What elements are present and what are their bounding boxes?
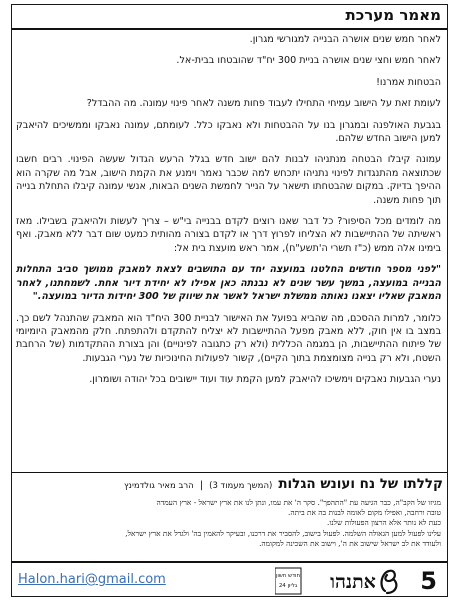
section-divider	[12, 472, 447, 473]
svg-text:גליון 24: גליון 24	[278, 583, 298, 589]
article-paragraph: לעומת זאת על הישוב עמיחי התחילו לעבוד פחות משנה לאחר פינוי עמונה. מה ההבדל?	[86, 98, 441, 110]
column-line: עלינו לפעול למען הגאולה השלמה. לפעול בישוב, להסביר את דרכנו, ובעיקר להאמין בה' ולגדל את ארץ ישראל,	[125, 528, 441, 538]
publication-logo	[275, 565, 405, 597]
column-continuation-note: (המשך מעמוד 3)	[209, 481, 273, 491]
article-paragraph: עמונה קיבלו הבטחה מנתניהו לבנות להם ישוב חדש בגלל הרעש הגדול שעשה הפינוי. רבים חשבו שכתוצאה מהתנגדות לפינוי נתניהו יתכחש למה שכבר נאמר וימנע את הקמת הישוב, אבל מה שקרה הוא ההיפך בדיוק. במקום שהבטחתו תישאר על הנייר לחמשת השנים הבאות, אנשי עמונה קיבלו התחלת בנייה תוך פחות משנה.	[16, 154, 441, 206]
contact-email-link[interactable]: Halon.hari@gmail.com	[18, 572, 166, 587]
column-line: טובה ורחבה, ואפילו מקום לאומה לבנות בה את ביתה.	[288, 508, 441, 518]
article-paragraph: בגבעת האולפנה ובמגרון בנו על ההבטחות ולא נאבקו כלל. לעומתם, עמונה נאבקו וממשיכים להיאבק למען הישוב החדש שלהם.	[16, 119, 441, 145]
article-paragraph: נערי הגבעות נאבקים וימשיכו להיאבק למען הקמת עוד ועוד יישובים בכל יהודה ושומרון.	[89, 374, 441, 386]
column-title: קללתו של נח ועונש הגלות	[278, 476, 443, 492]
column-author: הרב מאיר גולדמינץ	[123, 481, 194, 491]
article-paragraph: לאחר חמש שנים אושרה הבנייה למגורשי מגרון.	[249, 34, 441, 45]
column-header	[16, 476, 443, 494]
column-line: מגיזו של הקב"ה, כבר הגיעה עת "התהפך". סקר ה' את עמו, ונתן לנו את ארץ ישראל - ארץ העמדה	[156, 498, 441, 507]
article-paragraph: לאחר חמש וחצי שנים אושרה בניית 300 יח"ד שהובטחו בבית-אל.	[176, 55, 441, 67]
column-line: ולעודד את לב ישראל שישוב את ה', וישוב את השכינה למקומה.	[259, 538, 441, 548]
page-footer	[12, 561, 447, 599]
article-paragraph: הבטחות אמרנו!	[376, 76, 441, 88]
article-paragraph: מה לומדים מכל הסיפור? כל דבר שאנו רוצים לקדם בבנייה בי"ש – צריך לעשות ולהיאבק בשבילו. מאז ראשיתה של ההתיישבות לא הצליחו לפרוץ דרך או לקדם בצורה מהותית כמעט שום דבר ללא מאבק. ואף בימינו אלה ממש (כ"ז תשרי ה'תשע"ח), אמר ראש מועצת בית אל:	[16, 216, 441, 254]
newsletter-page	[11, 4, 448, 597]
column-body	[16, 498, 441, 556]
svg-text:חודש חשון: חודש חשון	[275, 573, 301, 579]
page-number: 5	[420, 567, 437, 595]
section-title: מאמר מערכת	[345, 6, 441, 24]
svg-text:אתנהו: אתנהו	[330, 571, 376, 593]
article-quote: "לפני מספר חודשים החלטנו במועצה יחד עם התושבים לצאת למאבק ממושך סביב התחלות הבנייה במועצה, במשך עשר שנים לא נבנתה כאן אפילו לא יחידת דיור אחת. לשמחתנו, לאחר המאבק שאליו יצאנו נאותה ממשלת ישראל לאשר את שיווק של 300 יחידות הדיור במועצה."	[16, 264, 441, 303]
logo-emblem-icon	[275, 565, 405, 597]
column-header-divider: |	[199, 480, 204, 491]
article-paragraph: כלומר, למרות ההסכם, מה שהביא בפועל את האישור לבניית 300 היח"ד הוא המאבק שהתנהל לשם כך. במצב בו אין חוק, ללא מאבק מפעל ההתיישבות לא יצליח להתקדם ולהתפתח. חלק מהמאבק היומיומי של פיתוח ההתיישבות, הן במגמה הכללית (ולא רק כתגובה לפינויים) והן בצורת ההתקדמות (של הרחבת השטח, ולא רק בנייה מצומצמת בתוך הקיים), קשור לפעולות החינוכיות של נערי הגבעות.	[16, 312, 442, 364]
header-bar	[12, 5, 447, 30]
editorial-article	[16, 33, 441, 465]
column-line: כעת לא נותר אלא הרצון הפעולות שלנו.	[327, 518, 441, 528]
